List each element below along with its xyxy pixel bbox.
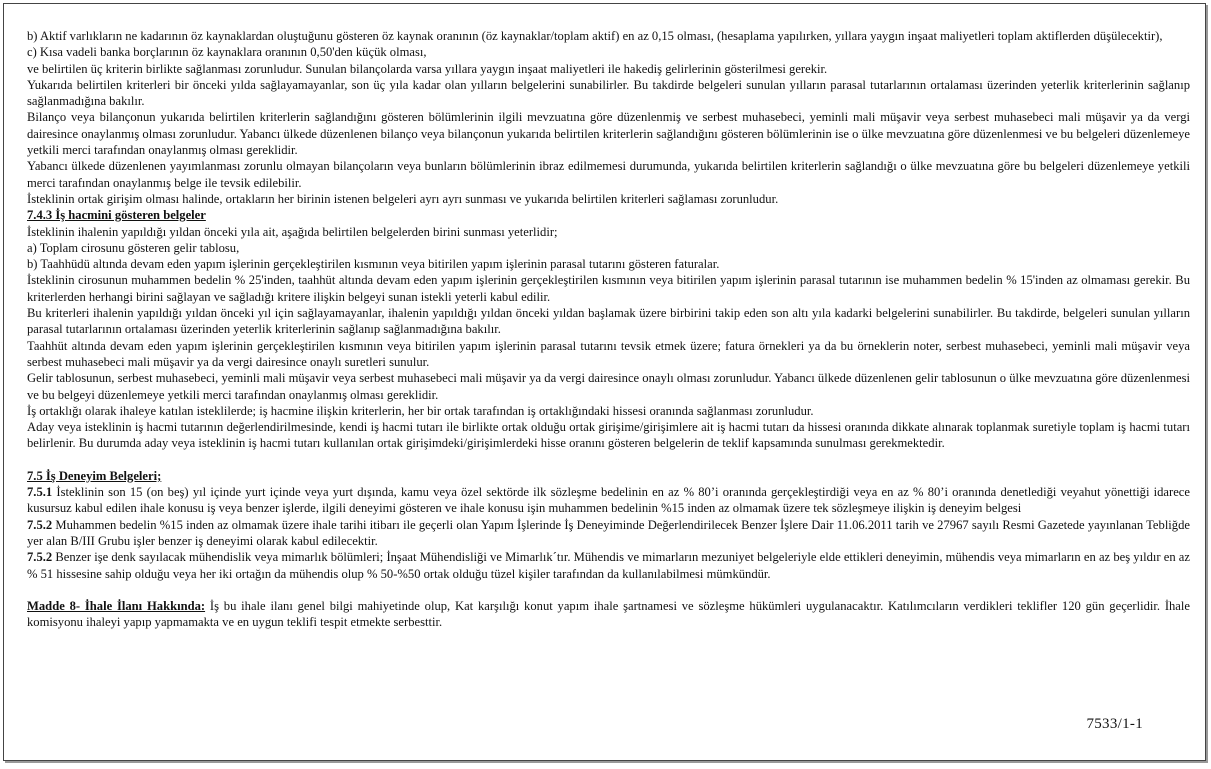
section-75-item: [27, 517, 1190, 550]
item-text: Benzer işe denk sayılacak mühendislik veya mimarlık bölümleri; İnşaat Mühendisliği ve Mimarlık´tır. Mühendis ve mimarların mezuniyet belgeleriyle elde ettikleri deneyimin, mühendis veya mimarların en az beş yıldır en az % 51 hissesine sahip olduğu veya her iki ortağın da mühendis olup % 50-%50 ortak olduğu tüzel kişiler tarafından da kullanılabilmesi mümkündür.: [27, 550, 1190, 581]
intro-paragraph-joint-venture: İsteklinin ortak girişim olması halinde, ortakların her birinin istenen belgeleri ayrı ayrı sunması ve yukarıda belirtilen kriterleri sağlaması zorunludur.: [27, 191, 779, 206]
section-75-item: [27, 484, 1190, 517]
section-75-item: [27, 549, 1190, 582]
item-number: 7.5.1: [27, 485, 53, 500]
section-743-paragraph: a) Toplam cirosunu gösteren gelir tablosu,: [27, 240, 240, 255]
section-743-paragraph: İsteklinin cirosunun muhammen bedelin % 25'inden, taahhüt altında devam eden yapım işlerinin gerçekleştirilen kısmının veya bitirilen yapım işlerinin parasal tutarının ise muhammen bedelin % 15'inden az olmaması gerekir. Bu kriterlerden herhangi birini sağlayan ve sağladığı kritere ilişkin belgeyi sunan istekli yeterli kabul edilir.: [27, 273, 1190, 304]
intro-paragraph-c: c) Kısa vadeli banka borçlarının öz kaynaklara oranının 0,50'den küçük olması,: [27, 45, 427, 60]
section-743-paragraph: b) Taahhüdü altında devam eden yapım işlerinin gerçekleştirilen kısmının veya bitirilen yapım işlerinin parasal tutarını gösteren faturalar.: [27, 257, 720, 272]
section-743-heading-text: 7.4.3 İş hacmini gösteren belgeler: [27, 208, 206, 223]
document-page: [3, 3, 1206, 761]
section-75-heading: 7.5 İş Deneyim Belgeleri;: [27, 468, 162, 483]
intro-paragraph-balance-sheet: Bilanço veya bilançonun yukarıda belirtilen kriterlerin sağlandığını gösteren bölümlerinin ilgili mevzuatına göre düzenlenmiş ve serbest muhasebeci, yeminli mali müşavir veya serbest muhasebeci mali müşavir ya da vergi dairesince onaylanmış olması zorunludur. Yabancı ülkede düzenlenen bilanço veya bilançonun yukarıda belirtilen kriterlerin sağlandığını gösteren bölümlerinin ise o ülke mevzuatına göre düzenlenmesi ve bu belgeleri düzenlemeye yetkili merci tarafından onaylanmış olması gereklidir.: [27, 110, 1190, 158]
section-gap: [27, 582, 1190, 598]
intro-paragraph-foreign: Yabancı ülkede düzenlenen yayımlanması zorunlu olmayan bilançoların veya bunların bölümlerinin ibraz edilmemesi durumunda, yukarıda belirtilen kriterlerin sağlandığı o ülke mevzuatına göre bu belgeleri düzenlemeye yetkili merci tarafından onaylanmış belge ile tevsik edilebilir.: [27, 159, 1190, 190]
document-body: [27, 28, 1190, 630]
item-number: 7.5.2: [27, 550, 53, 565]
page-code: 7533/1-1: [1086, 716, 1143, 732]
section-743-heading: [27, 207, 1190, 223]
madde-8-text: İş bu ihale ilanı genel bilgi mahiyetinde olup, Kat karşılığı konut yapım ihale şartnamesi ve sözleşme hükümleri uygulanacaktır. Katılımcıların verdikleri teklifler 120 gün geçerlidir. İhale komisyonu ihaleyi yapıp yapmamakta ve en uygun teklifi tespit etmekte serbesttir.: [27, 598, 1190, 630]
madde-8-heading: Madde 8- İhale İlanı Hakkında:: [27, 598, 206, 613]
intro-paragraph-previous-year: Yukarıda belirtilen kriterleri bir önceki yılda sağlayamayanlar, son üç yıla kadar olan yılların belgelerini sunabilirler. Bu takdirde belgeleri sunulan yılların parasal tutarlarının ortalaması üzerinden yeterlik kriterlerinin sağlanıp sağlanmadığına bakılır.: [27, 77, 1190, 109]
intro-paragraph-b: b) Aktif varlıkların ne kadarının öz kaynaklardan oluştuğunu gösteren öz kaynak oranının (öz kaynaklar/toplam aktif) en az 0,15 olması, (hesaplama yapılırken, yıllara yaygın inşaat maliyetleri toplam aktiflerden düşülecektir),: [27, 29, 1163, 43]
intro-paragraph-criteria: ve belirtilen üç kriterin birlikte sağlanması zorunludur. Sunulan bilançolarda varsa yıllara yaygın inşaat maliyetleri ile hakediş gelirlerinin gösterilmesi gerekir.: [27, 61, 828, 76]
section-743-paragraph: Aday veya isteklinin iş hacmi tutarının değerlendirilmesinde, kendi iş hacmi tutarı ile birlikte ortak olduğu ortak girişime/girişimlere ait iş hacmi tutarı da hissesi oranında dikkate alınarak toplanmak suretiyle toplam iş hacmi tutarı belirlenir. Bu durumda aday veya isteklinin iş hacmi tutarı kullanılan ortak girişimdeki/girişimlerdeki hisse oranını gösteren belgelerin de teklif kapsamında sunulması gerekmektedir.: [27, 420, 1190, 451]
madde-8-paragraph: [27, 598, 1190, 631]
item-number: 7.5.2: [27, 517, 53, 532]
section-743-paragraph: Gelir tablosunun, serbest muhasebeci, yeminli mali müşavir veya serbest muhasebeci mali müşavir ya da vergi dairesince onaylı olması zorunludur. Yabancı ülkede düzenlenen gelir tablosunun o ülke mevzuatına göre düzenlenmesi ve bu belgeyi düzenlemeye yetkili merci tarafından onaylanmış olması gereklidir.: [27, 371, 1190, 402]
item-text: Muhammen bedelin %15 inden az olmamak üzere ihale tarihi itibarı ile geçerli olan Yapım İşlerinde İş Deneyiminde Değerlendirilecek Benzer İşlere Dair 11.06.2011 tarih ve 27967 sayılı Resmi Gazetede yayınlanan Tebliğde yer alan B/III Grubu işler benzer iş deneyimi olarak kabul edilecektir.: [27, 517, 1190, 548]
section-743-paragraph: İş ortaklığı olarak ihaleye katılan isteklilerde; iş hacmine ilişkin kriterlerin, her bir ortak tarafından iş ortaklığındaki hissesi oranında sağlanması zorunludur.: [27, 403, 814, 418]
section-gap: [27, 452, 1190, 468]
section-743-paragraph: Bu kriterleri ihalenin yapıldığı yıldan önceki yıl için sağlayamayanlar, ihalenin yapıldığı yıldan önceki yıldan başlamak üzere birbirini takip eden son altı yıla kadarki belgelerini sunabilirler. Bu takdirde, belgeleri sunulan yılların parasal tutarlarının ortalaması üzerinden yeterlik kriterlerinin sağlanıp sağlanmadığına bakılır.: [27, 306, 1190, 337]
item-text: İsteklinin son 15 (on beş) yıl içinde yurt içinde veya yurt dışında, kamu veya özel sektörde ilk sözleşme bedelinin en az % 80’i oranında gerçekleştirdiği veya en az % 80’i oranında denetlediği veyahut yönettiği idarece kusursuz kabul edilen ihale konusu iş veya benzer işlerde, ilgili deneyimi gösteren ve ihale konusu işin muhammen bedelinin %15 inden az olmamak üzere tek sözleşmeye ilişkin iş deneyim belgesi: [27, 485, 1190, 516]
section-743-paragraph: İsteklinin ihalenin yapıldığı yıldan önceki yıla ait, aşağıda belirtilen belgelerden birini sunması yeterlidir;: [27, 224, 558, 239]
section-743-paragraph: Taahhüt altında devam eden yapım işlerinin gerçekleştirilen kısmının veya bitirilen yapım işlerinin parasal tutarını tevsik etmek üzere; fatura örnekleri ya da bu örneklerin noter, serbest muhasebeci, yeminli mali müşavir veya serbest muhasebeci mali müşavir ya da vergi dairesince onaylı suretleri sunulur.: [27, 338, 1190, 369]
